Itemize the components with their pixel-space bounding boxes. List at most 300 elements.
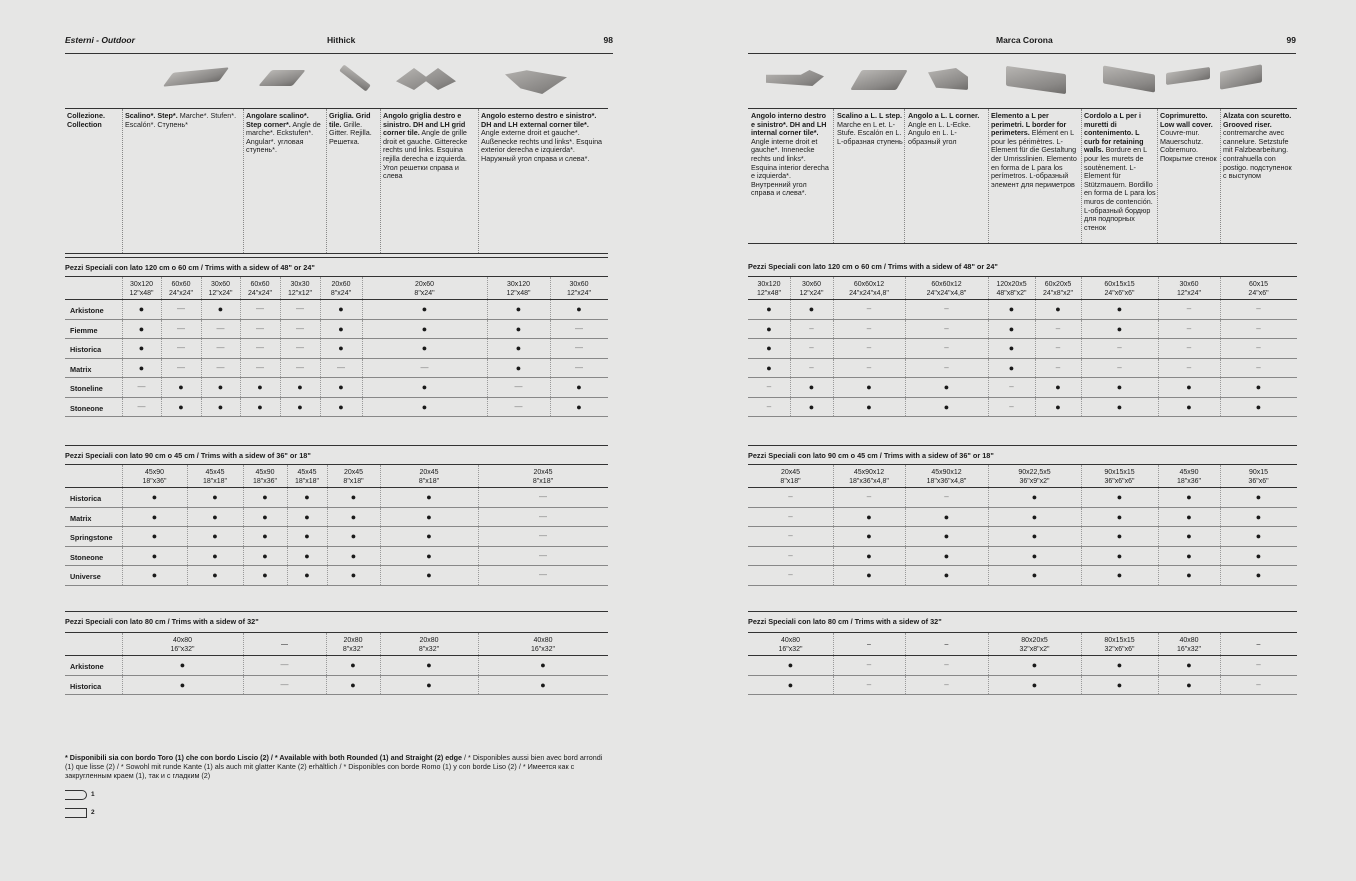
column-divider bbox=[1158, 359, 1159, 378]
available-dot: ● bbox=[515, 304, 522, 314]
available-dot: ● bbox=[576, 382, 582, 392]
available-dot: ● bbox=[1255, 531, 1262, 541]
column-divider bbox=[1035, 339, 1036, 358]
unavailable-dash: — bbox=[280, 679, 289, 689]
column-divider bbox=[833, 378, 834, 397]
column-divider bbox=[201, 300, 202, 319]
column-divider bbox=[1158, 656, 1159, 675]
available-dot: ● bbox=[151, 570, 158, 580]
available-dot: ● bbox=[212, 570, 218, 580]
available-dot: ● bbox=[1116, 382, 1123, 392]
column-divider bbox=[790, 339, 791, 358]
column-divider bbox=[790, 378, 791, 397]
available-dot: ● bbox=[421, 323, 428, 334]
unavailable-dash: – bbox=[944, 343, 949, 352]
column-divider bbox=[988, 508, 989, 527]
straight-edge-icon bbox=[65, 808, 87, 818]
column-divider bbox=[1158, 527, 1159, 546]
unavailable-dash: — bbox=[256, 362, 264, 372]
column-divider bbox=[988, 398, 989, 417]
column-divider bbox=[161, 339, 162, 358]
page-header bbox=[65, 34, 613, 54]
available-dot: ● bbox=[540, 660, 546, 670]
column-divider bbox=[280, 277, 281, 299]
column-divider bbox=[362, 320, 363, 339]
column-divider bbox=[487, 339, 488, 358]
available-dot: ● bbox=[338, 323, 344, 334]
column-divider bbox=[243, 676, 244, 695]
available-dot: ● bbox=[262, 550, 268, 561]
unavailable-dash: — bbox=[296, 362, 304, 372]
available-dot: ● bbox=[1186, 679, 1192, 690]
available-dot: ● bbox=[808, 304, 815, 314]
unavailable-dash: — bbox=[575, 362, 583, 372]
table-row bbox=[65, 488, 608, 508]
available-dot: ● bbox=[1031, 511, 1038, 522]
size-header: 80x20x5 32"x8"x2" bbox=[1019, 637, 1050, 653]
column-divider bbox=[550, 378, 551, 397]
available-dot: ● bbox=[338, 343, 344, 353]
column-divider bbox=[201, 339, 202, 358]
column-divider bbox=[201, 320, 202, 339]
collection-name: Historica bbox=[70, 494, 102, 503]
unavailable-dash: — bbox=[514, 382, 523, 391]
size-header: 20x60 8"x24" bbox=[414, 281, 435, 297]
unavailable-dash: – bbox=[866, 492, 872, 501]
column-divider bbox=[201, 359, 202, 378]
size-header: 30x120 12"x48" bbox=[506, 281, 531, 297]
unavailable-dash: — bbox=[256, 304, 264, 313]
column-divider bbox=[187, 488, 188, 507]
size-header: 40x80 16"x32" bbox=[778, 637, 803, 653]
column-divider bbox=[988, 547, 989, 566]
column-divider bbox=[1220, 300, 1221, 319]
section-title-120: Pezzi Speciali con lato 120 cm o 60 cm / Trims with a sidew of 48" or 24" bbox=[748, 262, 998, 271]
available-dot: ● bbox=[212, 511, 218, 522]
column-divider bbox=[326, 656, 327, 675]
size-header: – bbox=[867, 641, 871, 648]
size-header: 20x45 8"x18" bbox=[343, 469, 364, 485]
available-dot: ● bbox=[1186, 492, 1192, 502]
size-header: 60x60 24"x24" bbox=[247, 281, 273, 297]
available-dot: ● bbox=[179, 660, 186, 670]
available-dot: ● bbox=[866, 550, 872, 561]
available-dot: ● bbox=[138, 304, 145, 314]
column-divider bbox=[243, 488, 244, 507]
column-divider bbox=[287, 488, 288, 507]
column-divider bbox=[287, 508, 288, 527]
size-header: – bbox=[1256, 641, 1261, 648]
available-dot: ● bbox=[304, 511, 310, 522]
available-dot: ● bbox=[151, 492, 158, 502]
size-header: 20x80 8"x32" bbox=[418, 637, 440, 653]
column-divider bbox=[122, 656, 123, 675]
column-divider bbox=[1220, 508, 1221, 527]
trims-table-90 bbox=[748, 464, 1297, 586]
size-header: 60x15 24"x6" bbox=[1248, 281, 1269, 297]
column-divider bbox=[1081, 378, 1082, 397]
desc-grid-corner: Angolo griglia destro e sinistro. DH and LH grid corner tile. Angle de grille droit et gauche. Gitterecke rechts und links. Esquina rejilla derecha e izquierda. Угол решетки справа и слева bbox=[383, 111, 468, 181]
column-divider bbox=[161, 300, 162, 319]
available-dot: ● bbox=[943, 401, 950, 412]
unavailable-dash: – bbox=[1256, 304, 1261, 313]
available-dot: ● bbox=[426, 679, 432, 690]
available-dot: ● bbox=[866, 511, 872, 522]
available-dot: ● bbox=[1031, 660, 1038, 670]
column-divider bbox=[487, 320, 488, 339]
available-dot: ● bbox=[426, 660, 432, 670]
available-dot: ● bbox=[421, 401, 428, 412]
size-header: 45x90 18"x36" bbox=[142, 469, 167, 485]
column-divider bbox=[478, 633, 479, 655]
column-divider bbox=[362, 277, 363, 299]
column-divider bbox=[478, 508, 479, 527]
section-title-80: Pezzi Speciali con lato 80 cm / Trims with a sidew of 32" bbox=[65, 611, 608, 626]
available-dot: ● bbox=[1255, 382, 1262, 392]
column-divider bbox=[122, 488, 123, 507]
column-divider bbox=[1035, 320, 1036, 339]
unavailable-dash: – bbox=[944, 492, 949, 501]
collection-name: Historica bbox=[70, 681, 102, 691]
available-dot: ● bbox=[421, 343, 428, 353]
column-divider bbox=[833, 339, 834, 358]
column-divider bbox=[187, 508, 188, 527]
size-header: 45x90x12 18"x36"x4,8" bbox=[849, 469, 889, 485]
column-divider bbox=[380, 527, 381, 546]
unavailable-dash: — bbox=[216, 362, 225, 372]
available-dot: ● bbox=[1116, 304, 1123, 314]
available-dot: ● bbox=[426, 492, 432, 502]
external-corner-image bbox=[505, 66, 567, 94]
size-header: 20x45 8"x18" bbox=[780, 469, 801, 485]
column-divider bbox=[1081, 676, 1082, 695]
available-dot: ● bbox=[1008, 323, 1015, 334]
grid-corner-image bbox=[396, 68, 456, 90]
column-divider bbox=[988, 656, 989, 675]
available-dot: ● bbox=[766, 362, 772, 373]
available-dot: ● bbox=[515, 343, 522, 353]
size-header: 60x60x12 24"x24"x4,8" bbox=[926, 281, 967, 297]
available-dot: ● bbox=[943, 550, 950, 561]
column-divider bbox=[1081, 359, 1082, 378]
unavailable-dash: – bbox=[944, 362, 949, 372]
column-divider bbox=[240, 339, 241, 358]
column-divider bbox=[362, 378, 363, 397]
column-divider bbox=[905, 633, 906, 655]
unavailable-dash: – bbox=[1186, 323, 1192, 333]
column-divider bbox=[478, 465, 479, 487]
column-divider bbox=[1081, 465, 1082, 487]
column-divider bbox=[1081, 566, 1082, 585]
size-header: 30x30 12"x12" bbox=[287, 281, 313, 297]
table-row bbox=[748, 676, 1297, 696]
column-divider bbox=[905, 398, 906, 417]
column-divider bbox=[380, 488, 381, 507]
table-row bbox=[748, 398, 1297, 418]
column-divider bbox=[243, 656, 244, 675]
column-divider bbox=[327, 465, 328, 487]
column-divider bbox=[790, 300, 791, 319]
column-divider bbox=[380, 547, 381, 566]
available-dot: ● bbox=[350, 679, 356, 690]
available-dot: ● bbox=[1186, 570, 1192, 580]
trims-table-80 bbox=[65, 632, 608, 694]
available-dot: ● bbox=[297, 382, 303, 392]
size-header-row bbox=[748, 632, 1297, 656]
column-divider bbox=[280, 378, 281, 397]
column-divider bbox=[187, 465, 188, 487]
column-divider bbox=[1081, 488, 1082, 507]
size-header-row bbox=[65, 276, 608, 300]
available-dot: ● bbox=[212, 492, 218, 502]
table-row bbox=[748, 339, 1297, 359]
available-dot: ● bbox=[178, 401, 184, 412]
size-header: 30x60 12"x24" bbox=[1176, 281, 1202, 297]
available-dot: ● bbox=[866, 570, 872, 580]
column-divider bbox=[988, 633, 989, 655]
available-dot: ● bbox=[1255, 550, 1262, 561]
table-row bbox=[748, 656, 1297, 676]
available-dot: ● bbox=[426, 570, 432, 580]
column-divider bbox=[122, 339, 123, 358]
column-divider bbox=[122, 566, 123, 585]
unavailable-dash: – bbox=[1186, 304, 1192, 313]
column-divider bbox=[487, 359, 488, 378]
page-header bbox=[748, 34, 1296, 54]
column-divider bbox=[988, 527, 989, 546]
collection-name: Matrix bbox=[70, 364, 92, 374]
unavailable-dash: – bbox=[866, 679, 872, 689]
column-divider bbox=[1220, 339, 1221, 358]
column-divider bbox=[988, 378, 989, 397]
section-title-120: Pezzi Speciali con lato 120 cm o 60 cm / Trims with a sidew of 48" or 24" bbox=[65, 257, 608, 272]
unavailable-dash: – bbox=[866, 304, 872, 313]
column-divider bbox=[280, 398, 281, 417]
size-header: 90x15x15 36"x6"x6" bbox=[1104, 469, 1135, 485]
desc-l-border: Elemento a L per perimetri. L border for perimeters. Elément en L pour les périmètres. L-Element für die Gestaltung der Umrisslinien. Elemento en forma de L para los perímetros. L-образный элемент для периметров bbox=[991, 111, 1077, 189]
size-header: 20x45 8"x18" bbox=[532, 469, 554, 485]
column-divider bbox=[240, 277, 241, 299]
column-divider bbox=[487, 378, 488, 397]
available-dot: ● bbox=[151, 531, 158, 541]
column-divider bbox=[287, 547, 288, 566]
table-row bbox=[65, 656, 608, 676]
column-divider bbox=[1081, 547, 1082, 566]
unavailable-dash: – bbox=[1256, 343, 1261, 352]
column-divider bbox=[243, 633, 244, 655]
column-divider bbox=[905, 300, 906, 319]
table-row bbox=[748, 547, 1297, 567]
column-divider bbox=[326, 633, 327, 655]
size-header: 45x45 18"x18" bbox=[294, 469, 320, 485]
available-dot: ● bbox=[808, 401, 815, 412]
unavailable-dash: – bbox=[1009, 401, 1014, 411]
column-divider bbox=[478, 527, 479, 546]
l-border-image bbox=[1006, 66, 1066, 94]
column-divider bbox=[122, 508, 123, 527]
available-dot: ● bbox=[421, 304, 428, 314]
available-dot: ● bbox=[943, 570, 950, 580]
column-divider bbox=[280, 339, 281, 358]
footnote: * Disponibili sia con bordo Toro (1) che con bordo Liscio (2) / * Available with both Rounded (1) and Straight (2) edge / * Disponibles aussi bien avec bord arrondi (1) que lisse (2) / * Sowohl mit runde Kante (1) als auch mit glatter Kante (2) erhältlich / * Disponibles con borde Romo (1) y con borde Liso (2) / * Имеется как с закругленным краем (1), так и с гладким (2) bbox=[65, 753, 603, 780]
column-divider bbox=[161, 320, 162, 339]
column-divider bbox=[201, 378, 202, 397]
column-divider bbox=[280, 359, 281, 378]
available-dot: ● bbox=[1116, 660, 1123, 670]
unavailable-dash: – bbox=[866, 660, 872, 669]
column-divider bbox=[1158, 300, 1159, 319]
collection-name: Stoneone bbox=[70, 552, 104, 562]
available-dot: ● bbox=[217, 304, 224, 314]
column-divider bbox=[833, 676, 834, 695]
collection-name: Matrix bbox=[70, 513, 92, 523]
size-header-row bbox=[65, 632, 608, 656]
step-corner-image bbox=[258, 70, 305, 86]
column-divider bbox=[478, 566, 479, 585]
column-divider bbox=[122, 676, 123, 695]
size-header: – bbox=[944, 641, 949, 648]
column-divider bbox=[487, 300, 488, 319]
column-divider bbox=[187, 566, 188, 585]
unavailable-dash: – bbox=[866, 323, 872, 333]
available-dot: ● bbox=[515, 362, 522, 373]
column-divider bbox=[988, 359, 989, 378]
column-divider bbox=[327, 527, 328, 546]
column-divider bbox=[905, 465, 906, 487]
column-divider bbox=[790, 359, 791, 378]
unavailable-dash: — bbox=[177, 343, 185, 352]
desc-l-curb: Cordolo a L per i muretti di contenimento. L curb for retaining walls. Bordure en L pour les murets de soutènement. L-Element für Stützmauern. Bordillo en forma de L para los muros de contención. L-образный бордюр для подпорных стенок bbox=[1084, 111, 1156, 232]
unavailable-dash: – bbox=[1256, 323, 1261, 333]
available-dot: ● bbox=[787, 679, 794, 690]
desc-internal-corner: Angolo interno destro e sinistro*. DH and LH internal corner tile*. Angle interne droit et gauche*. Innenecke rechts und links*. Esquina interior derecha e izquierda*. Внутренний угол справа и слева*. bbox=[751, 111, 829, 198]
column-divider bbox=[1081, 300, 1082, 319]
size-header: 20x60 8"x24" bbox=[330, 281, 352, 297]
unavailable-dash: — bbox=[177, 304, 185, 313]
column-divider bbox=[380, 633, 381, 655]
column-divider bbox=[833, 656, 834, 675]
column-divider bbox=[320, 398, 321, 417]
column-divider bbox=[833, 527, 834, 546]
desc-grid-tile: Griglia. Grid tile. Grille. Gitter. Rejilla. Решетка. bbox=[329, 111, 372, 146]
desc-grooved-riser: Alzata con scuretto. Grooved riser. contremarche avec cannelure. Setzstufe mit Falzbearbeitung. contrahuella con postigo. подступенок с выступом bbox=[1223, 111, 1292, 181]
column-divider bbox=[478, 656, 479, 675]
available-dot: ● bbox=[1031, 570, 1038, 580]
size-header: 60x60x12 24"x24"x4,8" bbox=[849, 281, 889, 297]
column-divider bbox=[380, 676, 381, 695]
column-divider bbox=[833, 465, 834, 487]
available-dot: ● bbox=[1055, 382, 1061, 392]
column-divider bbox=[1081, 339, 1082, 358]
available-dot: ● bbox=[1116, 401, 1123, 412]
unavailable-dash: — bbox=[137, 401, 146, 411]
unavailable-dash: — bbox=[256, 343, 264, 352]
table-row bbox=[748, 566, 1297, 586]
available-dot: ● bbox=[1116, 531, 1123, 541]
available-dot: ● bbox=[943, 531, 950, 541]
product-title: Marca Corona bbox=[996, 35, 1053, 45]
available-dot: ● bbox=[866, 531, 872, 541]
column-divider bbox=[362, 359, 363, 378]
size-header: 40x80 16"x32" bbox=[170, 637, 195, 653]
section-title: Esterni - Outdoor bbox=[65, 35, 135, 45]
table-row bbox=[65, 320, 608, 340]
size-header: 40x80 16"x32" bbox=[1176, 637, 1202, 653]
available-dot: ● bbox=[262, 531, 268, 541]
column-divider bbox=[1081, 277, 1082, 299]
collection-name: Fiemme bbox=[70, 325, 98, 335]
size-header: 30x120 12"x48" bbox=[129, 281, 154, 297]
column-divider bbox=[243, 465, 244, 487]
available-dot: ● bbox=[262, 570, 268, 580]
available-dot: ● bbox=[1186, 382, 1192, 392]
column-divider bbox=[833, 488, 834, 507]
column-divider bbox=[478, 488, 479, 507]
unavailable-dash: – bbox=[1117, 343, 1122, 352]
column-divider bbox=[161, 277, 162, 299]
available-dot: ● bbox=[426, 550, 432, 561]
table-row bbox=[65, 300, 608, 320]
column-divider bbox=[1035, 300, 1036, 319]
column-divider bbox=[122, 300, 123, 319]
page-number: 98 bbox=[603, 35, 613, 45]
size-header: 30x60 12"x24" bbox=[208, 281, 233, 297]
grid-tile-image bbox=[339, 64, 371, 91]
available-dot: ● bbox=[421, 382, 428, 392]
unavailable-dash: – bbox=[809, 323, 814, 333]
collection-name: Universe bbox=[70, 572, 101, 581]
available-dot: ● bbox=[138, 323, 145, 334]
available-dot: ● bbox=[138, 362, 145, 373]
column-divider bbox=[905, 527, 906, 546]
column-divider bbox=[327, 488, 328, 507]
edge-label-2: 2 bbox=[91, 809, 95, 816]
available-dot: ● bbox=[766, 343, 772, 353]
column-divider bbox=[1220, 488, 1221, 507]
unavailable-dash: — bbox=[137, 382, 146, 391]
unavailable-dash: — bbox=[539, 492, 547, 501]
column-divider bbox=[243, 547, 244, 566]
available-dot: ● bbox=[426, 511, 432, 522]
column-divider bbox=[833, 300, 834, 319]
table-row bbox=[748, 359, 1297, 379]
column-divider bbox=[1158, 488, 1159, 507]
table-row bbox=[65, 339, 608, 359]
column-divider bbox=[833, 398, 834, 417]
column-divider bbox=[1158, 339, 1159, 358]
column-divider bbox=[1158, 547, 1159, 566]
column-divider bbox=[905, 320, 906, 339]
column-divider bbox=[327, 547, 328, 566]
column-divider bbox=[833, 359, 834, 378]
table-row bbox=[65, 378, 608, 398]
column-divider bbox=[287, 465, 288, 487]
unavailable-dash: – bbox=[809, 362, 814, 372]
available-dot: ● bbox=[1116, 323, 1123, 334]
size-header: 120x20x5 48"x8"x2" bbox=[996, 281, 1027, 297]
column-divider bbox=[122, 465, 123, 487]
rounded-edge-icon bbox=[65, 790, 87, 800]
unavailable-dash: — bbox=[216, 343, 225, 352]
column-divider bbox=[1220, 633, 1221, 655]
available-dot: ● bbox=[138, 343, 145, 353]
column-divider bbox=[380, 508, 381, 527]
available-dot: ● bbox=[350, 550, 357, 561]
unavailable-dash: – bbox=[1186, 343, 1192, 352]
available-dot: ● bbox=[540, 679, 546, 690]
available-dot: ● bbox=[350, 492, 357, 502]
column-divider bbox=[122, 359, 123, 378]
